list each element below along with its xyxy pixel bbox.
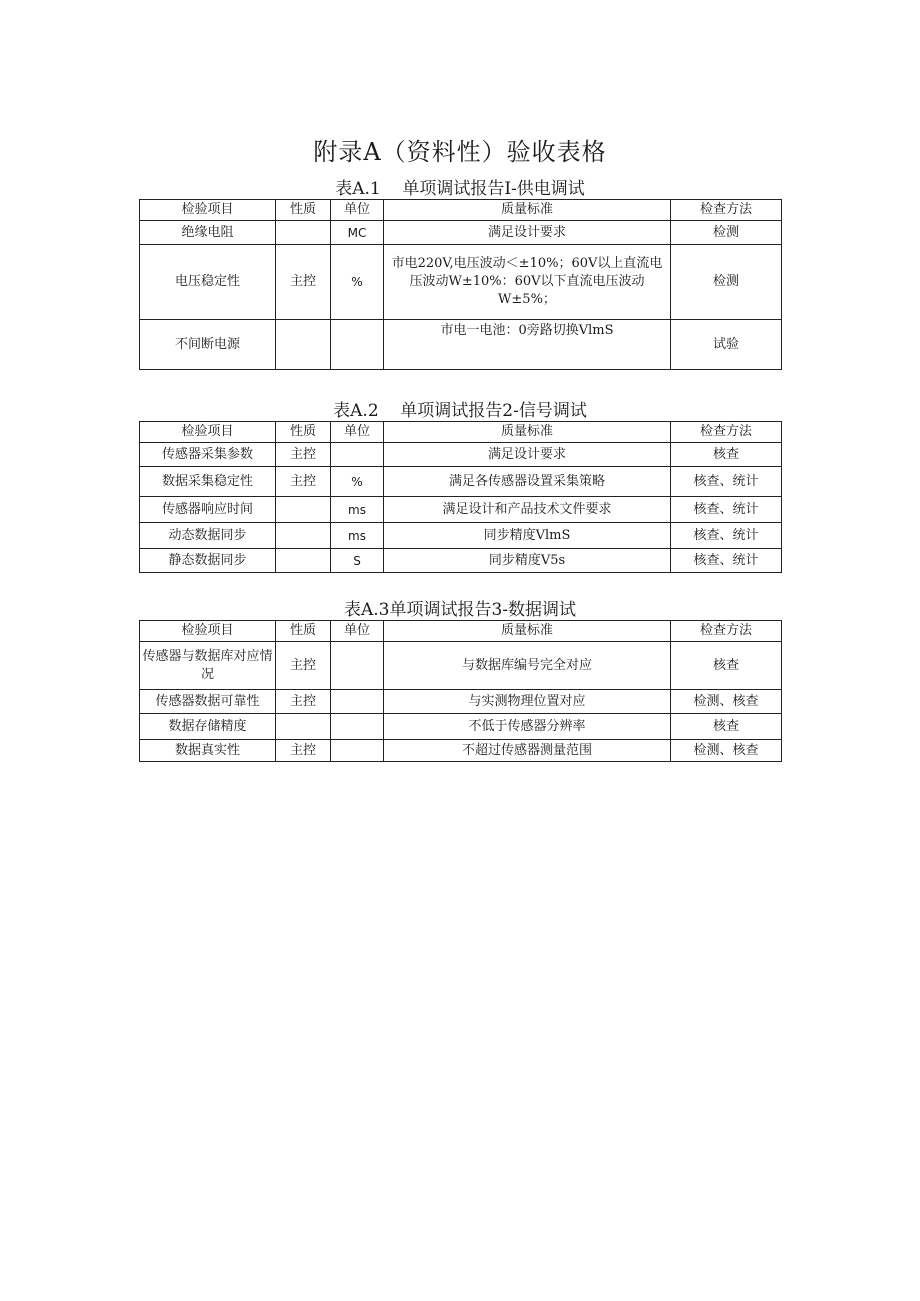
header-nature: 性质 [276,621,331,642]
table-row [140,714,782,740]
cell-unit: % [331,245,384,320]
cell-method: 试验 [671,320,782,370]
header-item: 检验项目 [140,200,276,221]
table-row [140,523,782,549]
cell-unit [331,642,384,690]
cell-item: 传感器响应时间 [140,497,276,523]
table-a3-caption: 表A.3单项调试报告3-数据调试 [343,600,577,620]
cell-unit: ms [331,497,384,523]
header-unit: 单位 [331,621,384,642]
cell-nature [276,523,331,549]
table-row [140,245,782,320]
table-row [140,497,782,523]
cell-standard: 不低于传感器分辨率 [384,714,671,740]
table-a1 [139,199,782,370]
cell-method: 检测 [671,221,782,245]
cell-standard [384,245,671,320]
table-header-row [140,200,782,221]
table-header-row [140,621,782,642]
cell-unit [331,320,384,370]
cell-item: 绝缘电阻 [140,221,276,245]
cell-nature: 主控 [276,642,331,690]
cell-method: 核查 [671,714,782,740]
table-a2-caption: 表A.2 单项调试报告2-信号调试 [333,401,587,421]
cell-unit: MC [331,221,384,245]
table-row [140,221,782,245]
header-method: 检查方法 [671,621,782,642]
cell-unit: % [331,467,384,497]
cell-standard: 与数据库编号完全对应 [384,642,671,690]
table-a1-caption: 表A.1 单项调试报告I-供电调试 [335,179,585,199]
table-row [140,320,782,370]
cell-nature: 主控 [276,690,331,714]
header-item: 检验项目 [140,621,276,642]
cell-item: 动态数据同步 [140,523,276,549]
cell-nature: 主控 [276,740,331,762]
cell-method: 核查 [671,443,782,467]
cell-nature [276,221,331,245]
cell-nature [276,320,331,370]
cell-method: 核查、统计 [671,523,782,549]
cell-item: 电压稳定性 [140,245,276,320]
cell-nature [276,497,331,523]
cell-method: 核查、统计 [671,467,782,497]
cell-standard: 与实测物理位置对应 [384,690,671,714]
cell-unit [331,714,384,740]
header-method: 检查方法 [671,200,782,221]
header-standard: 质量标准 [384,621,671,642]
cell-standard: 不超过传感器测量范围 [384,740,671,762]
table-a2 [139,421,782,573]
header-item: 检验项目 [140,422,276,443]
standard-line: 市电220V,电压波动＜±10%；60V以上直流电 [391,256,663,271]
cell-method: 检测、核查 [671,740,782,762]
cell-item: 数据存储精度 [140,714,276,740]
cell-unit [331,740,384,762]
table-row [140,642,782,690]
cell-standard: 同步精度VlmS [384,523,671,549]
cell-standard: 满足设计要求 [384,221,671,245]
cell-item: 数据真实性 [140,740,276,762]
cell-item: 传感器数据可靠性 [140,690,276,714]
table-header-row [140,422,782,443]
standard-line: W±5%； [498,292,556,307]
cell-item: 传感器与数据库对应情况 [140,642,276,690]
cell-method: 检测、核查 [671,690,782,714]
table-row [140,443,782,467]
table-row [140,740,782,762]
cell-unit [331,443,384,467]
cell-method: 核查 [671,642,782,690]
cell-unit: S [331,549,384,573]
cell-item: 数据采集稳定性 [140,467,276,497]
table-row [140,549,782,573]
cell-nature [276,714,331,740]
header-method: 检查方法 [671,422,782,443]
cell-standard: 满足设计和产品技术文件要求 [384,497,671,523]
cell-method: 核查、统计 [671,497,782,523]
cell-method: 检测 [671,245,782,320]
cell-nature: 主控 [276,245,331,320]
table-row [140,690,782,714]
header-standard: 质量标准 [384,200,671,221]
header-standard: 质量标准 [384,422,671,443]
cell-standard: 满足设计要求 [384,443,671,467]
cell-method: 核查、统计 [671,549,782,573]
header-unit: 单位 [331,200,384,221]
cell-unit: ms [331,523,384,549]
cell-standard: 满足各传感器设置采集策略 [384,467,671,497]
header-unit: 单位 [331,422,384,443]
cell-item: 不间断电源 [140,320,276,370]
cell-unit [331,690,384,714]
header-nature: 性质 [276,200,331,221]
cell-item: 静态数据同步 [140,549,276,573]
cell-standard: 市电一电池：0旁路切换VlmS [384,320,671,370]
header-nature: 性质 [276,422,331,443]
page-title: 附录A（资料性）验收表格 [313,138,607,166]
standard-line: 压波动W±10%：60V以下直流电压波动 [409,274,645,289]
cell-nature: 主控 [276,467,331,497]
table-a3 [139,620,782,762]
table-row [140,467,782,497]
cell-item: 传感器采集参数 [140,443,276,467]
cell-nature [276,549,331,573]
cell-nature: 主控 [276,443,331,467]
cell-standard: 同步精度V5s [384,549,671,573]
